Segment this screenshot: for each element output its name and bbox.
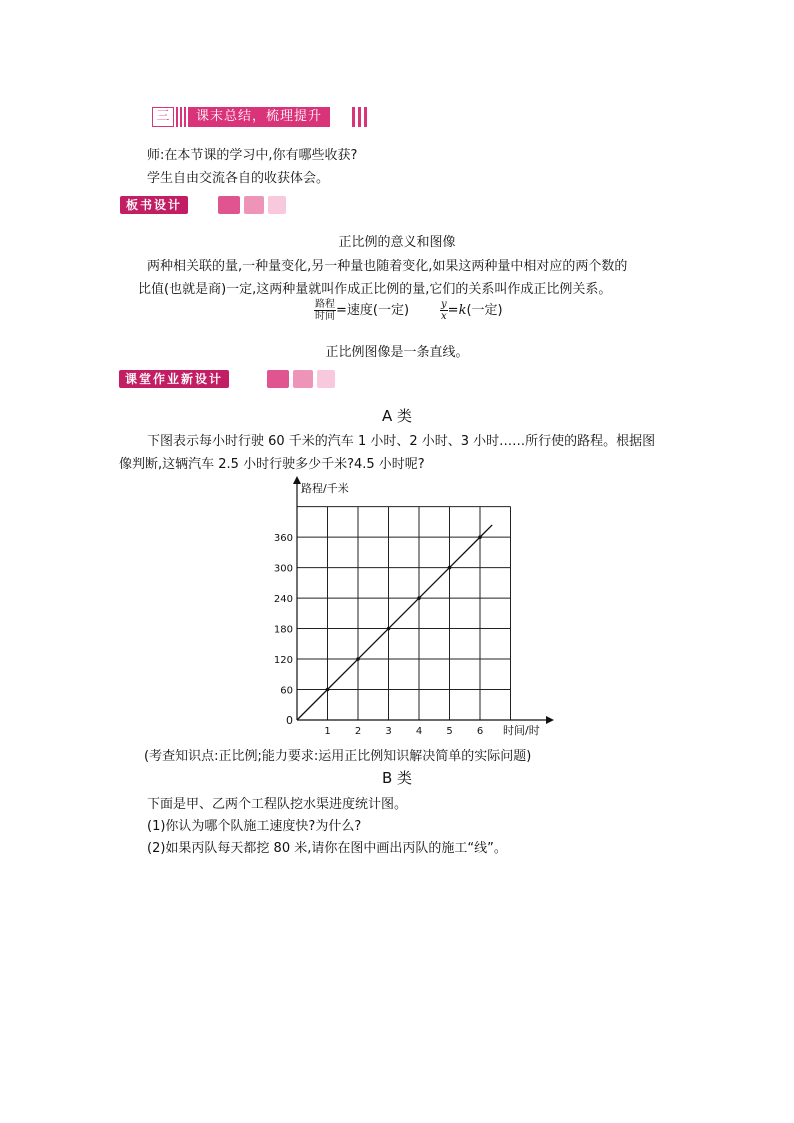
x-axis-arrow: [546, 716, 554, 724]
fraction-denominator: 时间: [315, 311, 335, 322]
category-a-title: A 类: [381, 407, 413, 425]
chart-ticks: [274, 481, 540, 737]
formula-y-over-x: [440, 299, 503, 322]
board-conclusion: 正比例图像是一条直线。: [325, 345, 469, 360]
data-point: [326, 688, 330, 692]
x-tick-label: 5: [446, 726, 453, 737]
data-point: [356, 657, 360, 661]
category-b-title: B 类: [381, 769, 413, 787]
homework-tag: 课堂作业新设计: [119, 370, 229, 388]
fraction-numerator: 路程: [315, 299, 335, 310]
definition-line-1: 两种相关联的量,一种量变化,另一种量也随着变化,如果这两种量中相对应的两个数的: [147, 259, 628, 274]
x-tick-label: 6: [476, 726, 484, 737]
problem-a-line-1: 下图表示每小时行驶 60 千米的汽车 1 小时、2 小时、3 小时……所行使的路程。根据图: [147, 434, 656, 449]
x-tick-label: 2: [354, 726, 362, 737]
chart-series: [297, 525, 492, 720]
fraction: [440, 299, 448, 322]
section-number: 三: [152, 107, 174, 127]
deco-square: [267, 370, 289, 388]
banner-tail: [352, 107, 355, 127]
board-design-tag: 板书设计: [120, 196, 188, 214]
y-axis-arrow: [293, 476, 301, 484]
teacher-question: 师:在本节课的学习中,你有哪些收获?: [147, 148, 358, 163]
knowledge-note: (考查知识点:正比例;能力要求:运用正比例知识解决简单的实际问题): [144, 749, 532, 764]
x-tick-label: 1: [324, 726, 331, 737]
data-point: [387, 627, 391, 631]
y-tick-label: 120: [273, 655, 293, 667]
fraction: [314, 299, 336, 322]
chart-axes: [293, 476, 554, 724]
deco-square: [218, 196, 240, 214]
problem-b-question-1: (1)你认为哪个队施工速度快?为什么?: [147, 819, 362, 834]
formula-constant: k: [458, 303, 467, 318]
data-point: [448, 566, 452, 570]
y-tick-label: 360: [273, 533, 293, 545]
section-title: 课末总结，梳理提升: [188, 107, 330, 127]
deco-square: [317, 370, 335, 388]
problem-b-intro: 下面是甲、乙两个工程队挖水渠进度统计图。: [147, 797, 408, 812]
formula-distance-time: [314, 299, 409, 322]
formula-tail: (一定): [466, 303, 503, 318]
data-point: [478, 535, 482, 539]
problem-b-question-2: (2)如果丙队每天都挖 80 米,请你在图中画出丙队的施工“线”。: [147, 841, 507, 856]
deco-square: [268, 196, 286, 214]
definition-line-2: 比值(也就是商)一定,这两种量就叫作成正比例的量,它们的关系叫作成正比例关系。: [138, 282, 612, 297]
y-tick-label: 180: [273, 624, 293, 636]
fraction-numerator: y: [441, 299, 447, 310]
x-tick-label: 4: [415, 726, 423, 737]
section-3-banner: [152, 107, 372, 127]
x-axis-label: 时间/时: [503, 724, 540, 737]
y-tick-label: 240: [273, 594, 293, 606]
student-activity: 学生自由交流各自的收获体会。: [147, 171, 330, 186]
banner-tail: [358, 107, 361, 127]
y-axis-label: 路程/千米: [301, 482, 349, 495]
formula-equals: =: [447, 303, 459, 318]
board-heading: 正比例的意义和图像: [338, 235, 456, 250]
deco-square: [244, 196, 264, 214]
fraction-denominator: x: [441, 311, 447, 322]
problem-a-line-2: 像判断,这辆汽车 2.5 小时行驶多少千米?4.5 小时呢?: [119, 457, 425, 472]
data-point: [417, 596, 421, 600]
homework-tag-bar: [119, 370, 349, 388]
banner-tail: [364, 107, 367, 127]
origin-label: 0: [286, 714, 293, 727]
y-tick-label: 60: [280, 685, 293, 697]
y-tick-label: 300: [273, 563, 293, 575]
x-tick-label: 3: [385, 726, 392, 737]
deco-square: [293, 370, 313, 388]
formula-rhs: =速度(一定): [336, 303, 410, 318]
board-design-tag-bar: [120, 196, 300, 214]
distance-time-chart: [270, 476, 570, 744]
banner-stripes: [176, 107, 186, 127]
